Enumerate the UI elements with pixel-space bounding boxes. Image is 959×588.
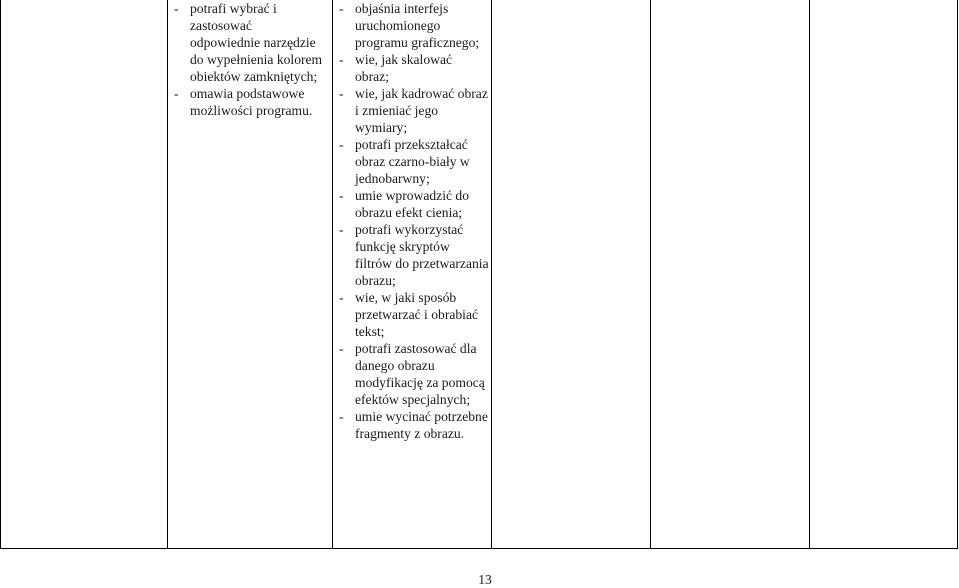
- list-item: - omawia podstawowe możliwości programu.: [174, 85, 324, 119]
- column-divider: [650, 0, 651, 548]
- column-divider: [332, 0, 333, 548]
- list-item: - umie wycinać potrzebne fragmenty z obrazu.: [339, 408, 489, 442]
- list-item: - umie wprowadzić do obrazu efekt cienia;: [339, 187, 489, 221]
- list-item: - potrafi zastosować dla danego obrazu modyfikację za pomocą efektów specjalnych;: [339, 340, 489, 408]
- list-item: - wie, jak skalować obraz;: [339, 51, 489, 85]
- column-divider: [809, 0, 810, 548]
- column-2-cell: [339, 0, 489, 442]
- list-item: - potrafi wykorzystać funkcję skryptów filtrów do przetwarzania obrazu;: [339, 221, 489, 289]
- column-1-cell: [174, 0, 324, 119]
- column-divider: [167, 0, 168, 548]
- list-item: - wie, w jaki sposób przetwarzać i obrabiać tekst;: [339, 289, 489, 340]
- column-2-list: [339, 0, 489, 442]
- list-item: - potrafi przekształcać obraz czarno-biały w jednobarwny;: [339, 136, 489, 187]
- column-1-list: [174, 0, 324, 119]
- list-item: - potrafi wybrać i zastosować odpowiednie narzędzie do wypełnienia kolorem obiektów zamkniętych;: [174, 0, 324, 85]
- list-item: - objaśnia interfejs uruchomionego programu graficznego;: [339, 0, 489, 51]
- column-divider: [491, 0, 492, 548]
- list-item: - wie, jak kadrować obraz i zmieniać jego wymiary;: [339, 85, 489, 136]
- page-number: 13: [478, 572, 492, 587]
